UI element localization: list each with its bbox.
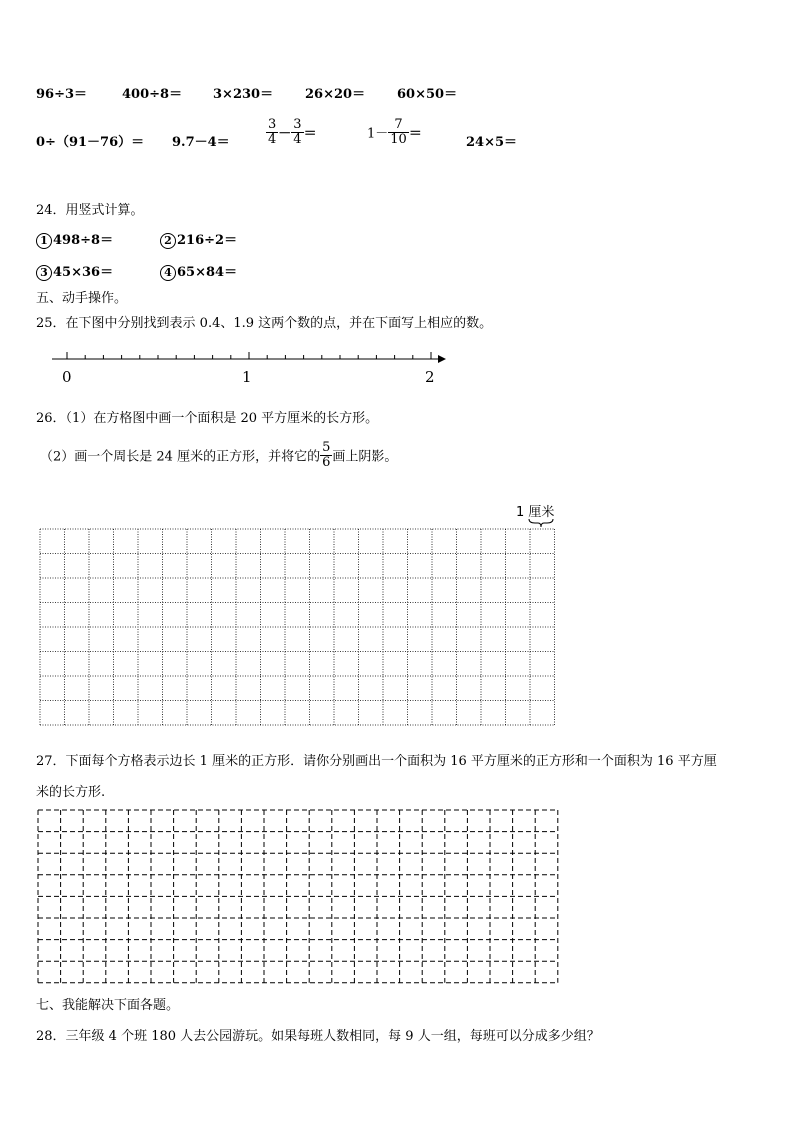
- number-line-label-1: 1: [242, 368, 252, 386]
- q24-item-2: 2 216÷2＝: [160, 229, 237, 249]
- q24-item-1: 1 498÷8＝: [36, 229, 113, 249]
- expr-5: 60×50＝: [397, 87, 458, 102]
- expr-7: 9.7－4＝: [172, 135, 230, 150]
- q24-item-4: 4 65×84＝: [160, 261, 237, 281]
- number-line-label-0: 0: [62, 368, 72, 386]
- q24-title: 24．用竖式计算。: [36, 203, 144, 218]
- q26-part2: （2）画一个周长是 24 厘米的正方形，并将它的 $\frac{5}{6}$ 画上阴影。: [40, 440, 398, 470]
- expr-4: 26×20＝: [305, 87, 366, 102]
- q26-fraction: $\frac{5}{6}$: [322, 440, 331, 470]
- expr-fraction-subtraction: $\frac{3}{4}$ － $\frac{3}{4}$ ＝: [268, 117, 317, 147]
- expr-one-minus-fraction: 1－ $\frac{7}{10}$ ＝: [367, 117, 422, 147]
- fraction-c: $\frac{7}{10}$: [390, 117, 407, 147]
- expr-8: 24×5＝: [466, 135, 518, 150]
- expr-3: 3×230＝: [213, 87, 274, 102]
- unit-brace: [529, 519, 553, 527]
- q28-text: 28．三年级 4 个班 180 人去公园游玩。如果每班人数相同，每 9 人一组，每班可以分成多少组？: [36, 1029, 600, 1044]
- q24-item-3: 3 45×36＝: [36, 261, 113, 281]
- number-line-label-2: 2: [425, 368, 435, 386]
- q27-line1: 27．下面每个方格表示边长 1 厘米的正方形．请你分别画出一个面积为 16 平方厘米的正方形和一个面积为 16 平方厘: [36, 754, 717, 769]
- section-5-heading: 五、动手操作。: [36, 291, 128, 306]
- section-7-heading: 七、我能解决下面各题。: [36, 998, 180, 1013]
- fraction-b: $\frac{3}{4}$: [293, 117, 302, 147]
- fraction-a: $\frac{3}{4}$: [268, 117, 277, 147]
- q27-line2: 米的长方形.: [36, 785, 106, 800]
- expr-1: 96÷3＝: [36, 87, 88, 102]
- q25-title: 25．在下图中分别找到表示 0.4、1.9 这两个数的点，并在下面写上相应的数。: [36, 316, 493, 331]
- unit-label: 1 厘米: [516, 505, 555, 520]
- q26-part1: 26．（1）在方格图中画一个面积是 20 平方厘米的长方形。: [36, 411, 379, 426]
- expr-2: 400÷8＝: [122, 87, 183, 102]
- expr-6: 0÷（91－76）＝: [36, 135, 145, 150]
